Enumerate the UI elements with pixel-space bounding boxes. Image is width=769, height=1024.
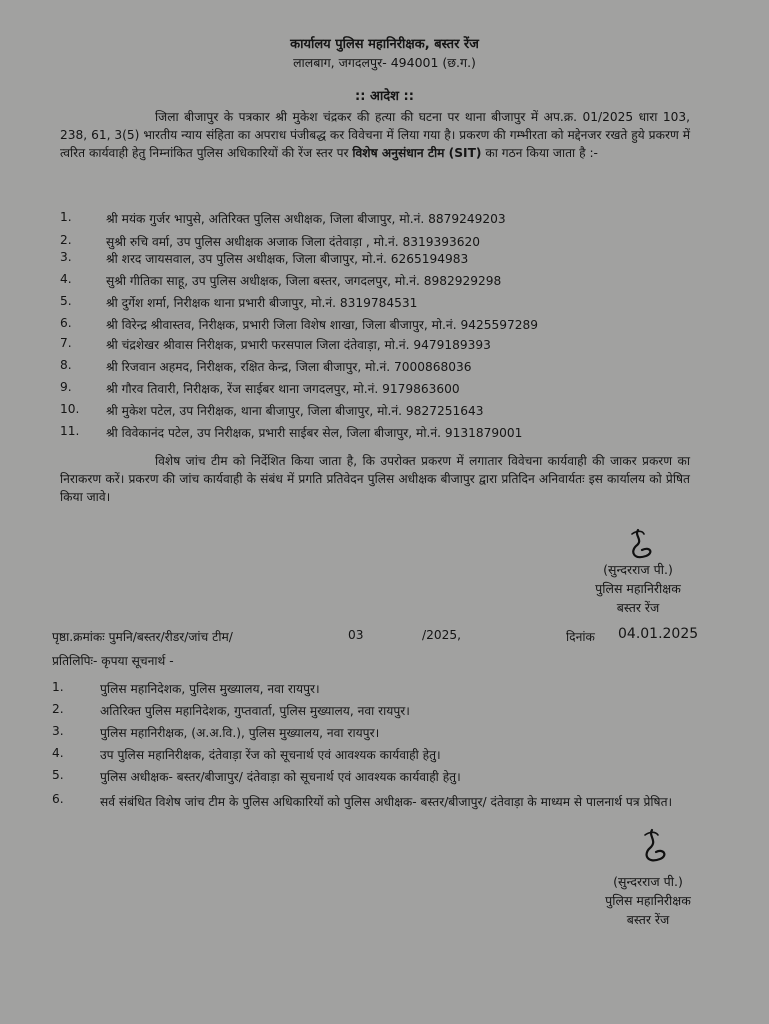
signature-2-image <box>636 826 676 870</box>
endorsement-ref-year: /2025, <box>422 628 461 642</box>
signature-block-2 <box>578 872 718 929</box>
signatory-designation: पुलिस महानिरीक्षक <box>595 581 681 596</box>
signatory-name: (सुन्दरराज पी.) <box>603 562 673 577</box>
signatory-designation: पुलिस महानिरीक्षक <box>605 893 691 908</box>
signatory-name: (सुन्दरराज पी.) <box>613 874 683 889</box>
office-heading: कार्यालय पुलिस महानिरीक्षक, बस्तर रेंज <box>290 37 479 52</box>
endorsement-date-label: दिनांक <box>566 630 595 644</box>
copy-to-label: प्रतिलिपिः- कृपया सूचनार्थ - <box>52 654 174 668</box>
endorsement-ref-label: पृष्ठा.क्रमांकः पुमनि/बस्तर/रीडर/जांच टीम/ <box>52 630 233 644</box>
order-paragraph-2: विशेष जांच टीम को निर्देशित किया जाता है, कि उपरोक्त प्रकरण में लगातार विवेचना कार्यवाही की जाकर प्रकरण का निराकरण करें। प्रकरण की जांच कार्यवाही के संबंध में प्रगति प्रतिवेदन पुलिस अधीक्षक बीजापुर द्वारा प्रतिदिन अनिवार्यतः इस कार्यालय को प्रेषित किया जावे। <box>60 454 690 504</box>
signatory-range: बस्तर रेंज <box>626 912 670 927</box>
order-title: :: आदेश :: <box>355 89 414 104</box>
office-address: लालबाग, जगदलपुर- 494001 (छ.ग.) <box>293 55 476 70</box>
signatory-range: बस्तर रेंज <box>616 600 660 615</box>
order-paragraph-1: जिला बीजापुर के पत्रकार श्री मुकेश चंद्रकर की हत्या की घटना पर थाना बीजापुर में अप.क्र. 01/2025 धारा 103, 238, 61, 3(5) भारतीय न्याय संहिता का अपराध पंजीबद्ध कर विवेचना में लिया गया है। प्रकरण की गम्भीरता को मद्देनजर रखते हुये प्रकरण में त्वरित कार्यवाही हेतु निम्नांकित पुलिस अधिकारियों की रेंज स्तर पर विशेष अनुसंधान टीम (SIT) का गठन किया जाता है :- <box>60 110 690 160</box>
document-page: कार्यालय पुलिस महानिरीक्षक, बस्तर रेंज लालबाग, जगदलपुर- 494001 (छ.ग.) :: आदेश :: जिला बीजापुर के पत्रकार श्री मुकेश चंद्रकर की हत्या की घटना पर थाना बीजापुर में अप.क्र. 01/2025 धारा 103, 238, 61, 3(5) भारतीय न्याय संहिता का अपराध पंजीबद्ध कर विवेचना में लिया गया है। प्रकरण की गम्भीरता को मद्देनजर रखते हुये प्रकरण में त्वरित कार्यवाही हेतु निम्नांकित पुलिस अधिकारियों की रेंज स्तर पर विशेष अनुसंधान टीम (SIT) का गठन किया जाता है :- 1. श्री मयंक गुर्जर भापुसे, अतिरिक्त पुलिस अधीक्षक, जिला बीजापुर, मो.नं. 8879249203 2. सुश्री रुचि वर्मा, उप पुलिस अधीक्षक अजाक जिला दंतेवाड़ा , मो.नं. 8319393620 3. श्री शरद जायसवाल, उप पुलिस अधीक्षक, जिला बीजापुर, मो.नं. 6265194983 4. सुश्री गीतिका साहू, उप पुलिस अधीक्षक, जिला बस्तर, जगदलपुर, मो.नं. 8982929298 5. श्री दुर्गेश शर्मा, निरीक्षक थाना प्रभारी बीजापुर, मो.नं. 8319784531 6. श्री विरेन्द्र श्रीवास्तव, निरीक्षक, प्रभारी जिला विशेष शाखा, जिला बीजापुर, मो.नं. 9425597289 7. श्री चंद्रशेखर श्रीवास निरीक्षक, प्रभारी फरसपाल जिला दंतेवाड़ा, मो.नं. 9479189393 8. श्री रिजवान अहमद, निरीक्षक, रक्षित केन्द्र, जिला बीजापुर, मो.नं. 7000868036 9. श्री गौरव तिवारी, निरीक्षक, रेंज साईबर थाना जगदलपुर, मो.नं. 9179863600 10. श्री मुकेश पटेल, उप निरीक्षक, थाना बीजापुर, जिला बीजापुर, मो.नं. 9827251643 11. श्री विवेकानंद पटेल, उप निरीक्षक, प्रभारी साईबर सेल, जिला बीजापुर, मो.नं. 9131879001 विशेष जांच टीम को निर्देशित किया जाता है, कि उपरोक्त प्रकरण में लगातार विवेचना कार्यवाही की जाकर प्रकरण का निराकरण करें। प्रकरण की जांच कार्यवाही के संबंध में प्रगति प्रतिवेदन पुलिस अधीक्षक बीजापुर द्वारा प्रतिदिन अनिवार्यतः इस कार्यालय को प्रेषित किया जावे। (सुन्दरराज पी.) पुलिस महानिरीक्षक बस्तर रेंज पृष्ठा.क्रमांकः पुमनि/बस्तर/रीडर/जांच टीम/ 03 /2025, दिनांक 04.01.2025 प्रतिलिपिः- कृपया सूचनार्थ - 1. पुलिस महानिदेशक, पुलिस मुख्यालय, नवा रायपुर। 2. अतिरिक्त पुलिस महानिदेशक, गुप्तवार्ता, पुलिस मुख्यालय, नवा रायपुर। 3. पुलिस महानिरीक्षक, (अ.अ.वि.), पुलिस मुख्यालय, नवा रायपुर। 4. उप पुलिस महानिरीक्षक, दंतेवाड़ा रेंज को सूचनार्थ एवं आवश्यक कार्यवाही हेतु। 5. पुलिस अधीक्षक- बस्तर/बीजापुर/ दंतेवाड़ा को सूचनार्थ एवं आवश्यक कार्यवाही हेतु। 6. सर्व संबंधित विशेष जांच टीम के पुलिस अधिकारियों को पुलिस अधीक्षक- बस्तर/बीजापुर/ दंतेवाड़ा के माध्यम से पालनार्थ पत्र प्रेषित। (सुन्दरराज पी.) पुलिस महानिरीक्षक बस्तर रेंज <box>0 0 769 1024</box>
endorsement-ref-number: 03 <box>348 628 364 642</box>
endorsement-date: 04.01.2025 <box>618 626 699 642</box>
signature-block-1 <box>568 560 708 617</box>
